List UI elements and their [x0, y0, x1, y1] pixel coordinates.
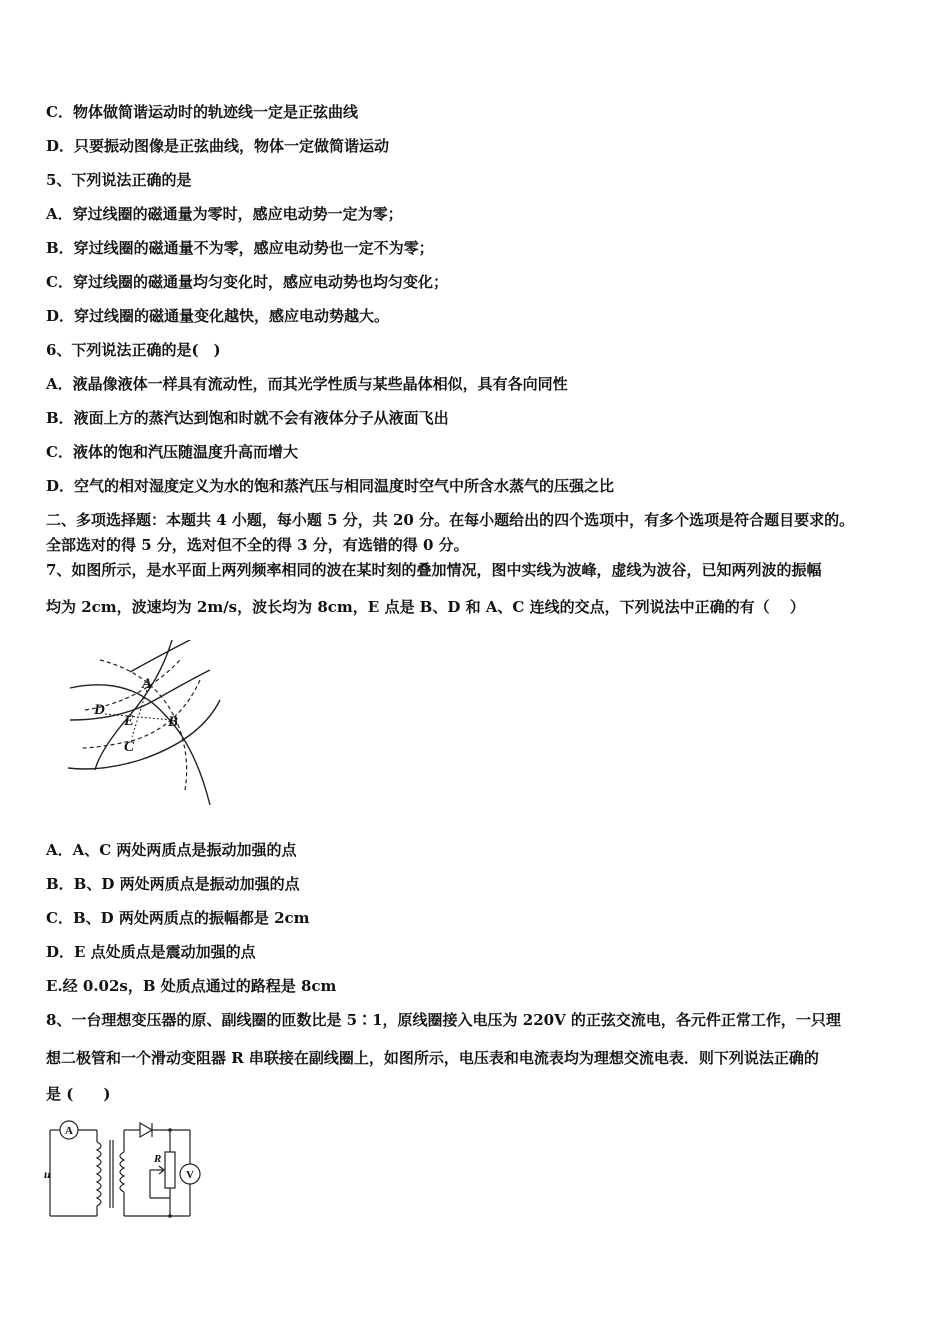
- q4-option-c: C．物体做简谐运动时的轨迹线一定是正弦曲线: [46, 103, 358, 121]
- q7-option-b: B．B、D 两处两质点是振动加强的点: [46, 875, 300, 893]
- q8-stem-line3: 是 ( ): [46, 1085, 111, 1103]
- primary-coil: [97, 1142, 101, 1206]
- q8-stem-line2: 想二极管和一个滑动变阻器 R 串联接在副线圈上，如图所示，电压表和电流表均为理想交流电表．则下列说法正确的: [46, 1049, 819, 1067]
- ammeter-label: A: [65, 1125, 73, 1137]
- q5-option-d: D．穿过线圈的磁通量变化越快，感应电动势越大。: [46, 307, 390, 325]
- q6-stem: 6、下列说法正确的是( ): [46, 341, 221, 359]
- q6-option-c: C．液体的饱和汽压随温度升高而增大: [46, 443, 298, 461]
- point-D-label: D: [94, 702, 105, 718]
- resistor-r-label: R: [154, 1153, 162, 1165]
- q6-option-d: D．空气的相对湿度定义为水的饱和蒸汽压与相同温度时空气中所含水蒸气的压强之比: [46, 477, 615, 495]
- q5-option-c: C．穿过线圈的磁通量均匀变化时，感应电动势也均匀变化；: [46, 273, 448, 291]
- wave-interference-figure: [60, 640, 230, 810]
- q5-stem: 5、下列说法正确的是: [46, 171, 192, 189]
- q5-option-b: B．穿过线圈的磁通量不为零，感应电动势也一定不为零；: [46, 239, 434, 257]
- q7-option-c: C．B、D 两处两质点的振幅都是 2cm: [46, 909, 310, 927]
- q5-option-a: A．穿过线圈的磁通量为零时，感应电动势一定为零；: [46, 205, 403, 223]
- section2-heading: 二、多项选择题：本题共 4 小题，每小题 5 分，共 20 分。在每小题给出的四个选项中，有多个选项是符合题目要求的。: [46, 511, 855, 529]
- q4-option-d: D．只要振动图像是正弦曲线，物体一定做简谐运动: [46, 137, 390, 155]
- point-E-label: E: [124, 713, 135, 729]
- voltmeter-label: V: [186, 1169, 194, 1181]
- rheostat-symbol: [165, 1152, 175, 1188]
- point-B-label: B: [168, 714, 179, 730]
- crest-line: [68, 700, 220, 769]
- q7-stem-line2: 均为 2cm，波速均为 2m/s，波长均为 8cm，E 点是 B、D 和 A、C 连线的交点，下列说法中正确的有（ ）: [46, 598, 805, 616]
- secondary-coil: [120, 1152, 124, 1192]
- transformer-circuit-figure: [42, 1112, 212, 1224]
- diode-symbol: [140, 1123, 152, 1137]
- q7-option-a: A．A、C 两处两质点是振动加强的点: [46, 841, 297, 859]
- q7-option-d: D．E 点处质点是震动加强的点: [46, 943, 256, 961]
- q7-option-e: E.经 0.02s，B 处质点通过的路程是 8cm: [46, 977, 337, 995]
- q7-stem-line1: 7、如图所示，是水平面上两列频率相同的波在某时刻的叠加情况，图中实线为波峰，虚线为波谷，已知两列波的振幅: [46, 561, 822, 579]
- point-A-label: A: [142, 676, 153, 692]
- q6-option-b: B．液面上方的蒸汽达到饱和时就不会有液体分子从液面飞出: [46, 409, 449, 427]
- crest-line: [130, 640, 190, 672]
- point-C-label: C: [124, 739, 135, 755]
- voltage-u-label: u: [44, 1167, 51, 1181]
- q8-stem-line1: 8、一台理想变压器的原、副线圈的匝数比是 5∶1，原线圈接入电压为 220V 的正弦交流电，各元件正常工作，一只理: [46, 1011, 841, 1029]
- section2-rules: 全部选对的得 5 分，选对但不全的得 3 分，有选错的得 0 分。: [46, 536, 469, 554]
- q6-option-a: A．液晶像液体一样具有流动性，而其光学性质与某些晶体相似，具有各向同性: [46, 375, 568, 393]
